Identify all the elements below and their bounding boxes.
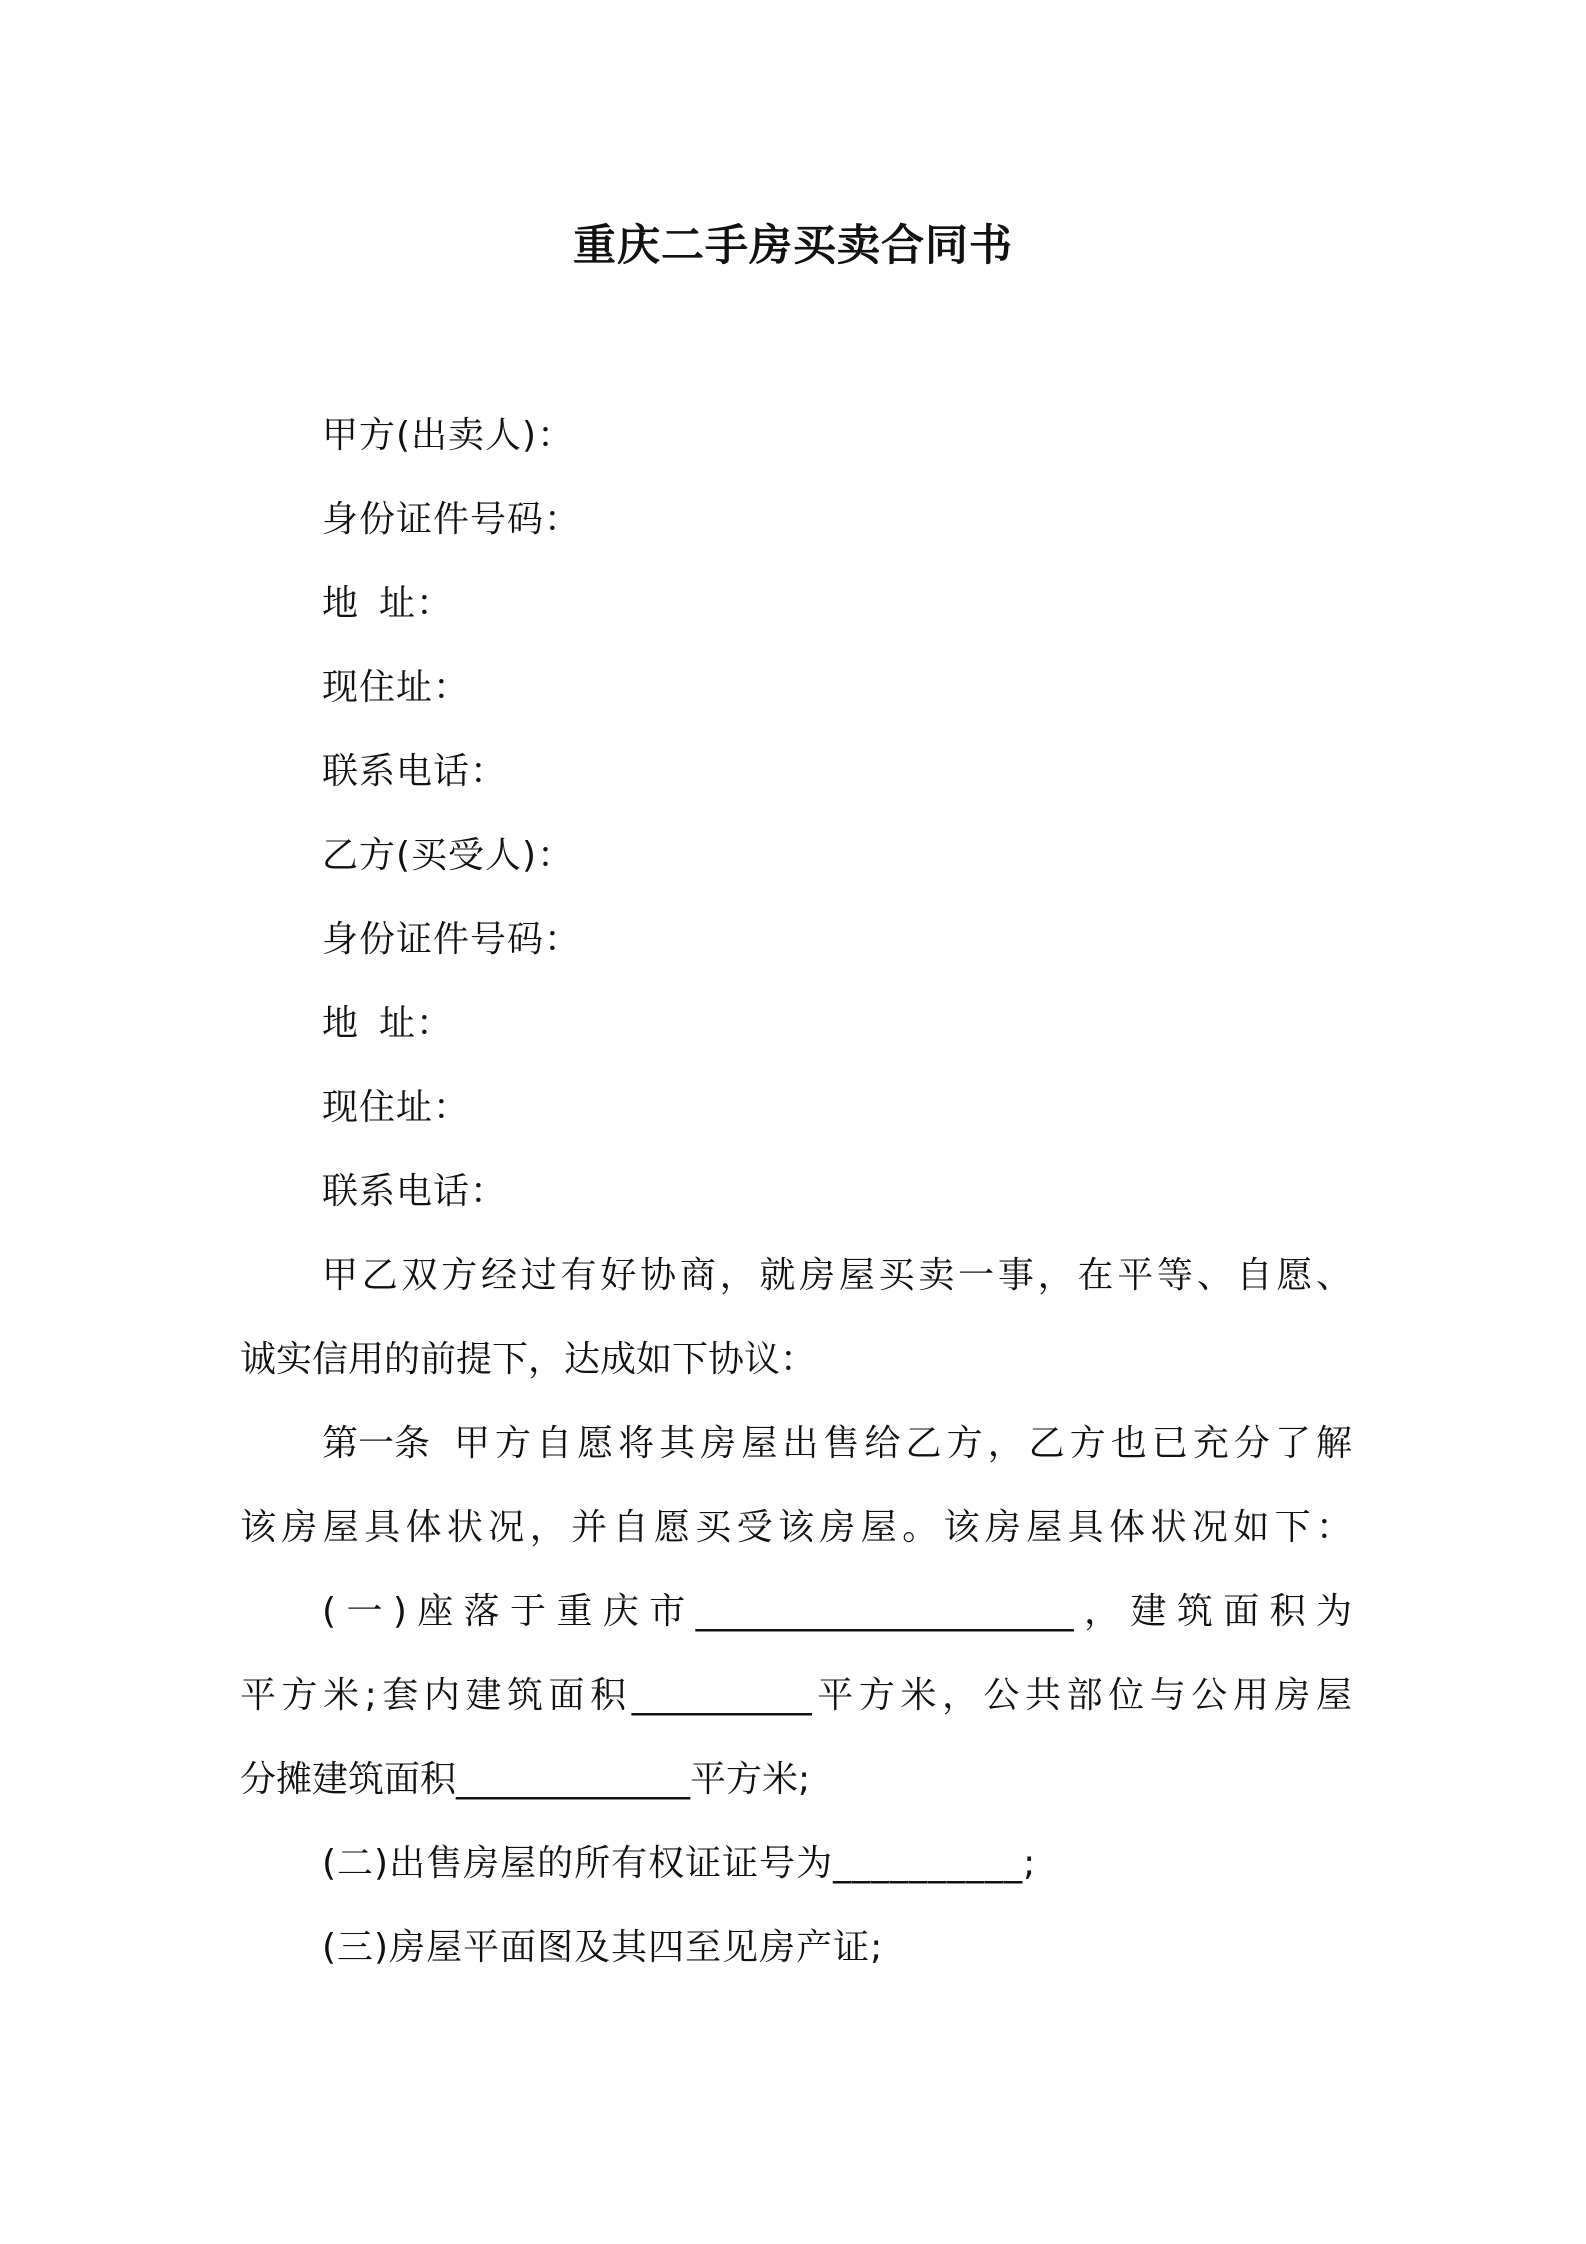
- item-1-line-1: (一)座落于重庆市_____________________，建筑面积为: [322, 1591, 1352, 1632]
- preamble-line-2: 诚实信用的前提下，达成如下协议：: [240, 1339, 817, 1380]
- party-b-current-address-label: 现住址：: [322, 1087, 471, 1128]
- party-a-address-label-part1: 地: [322, 583, 360, 624]
- party-b-label: 乙方(买受人)：: [322, 835, 575, 876]
- party-b-address-label: [322, 1000, 453, 1048]
- preamble-line-1: 甲乙双方经过有好协商，就房屋买卖一事，在平等、自愿、: [322, 1255, 1352, 1296]
- party-b-address-label-part1: 地: [322, 1003, 360, 1044]
- item-3: (三)房屋平面图及其四至见房产证;: [322, 1927, 884, 1968]
- party-a-id-label: 身份证件号码：: [322, 499, 582, 540]
- article-1-line-2: 该房屋具体状况，并自愿买受该房屋。该房屋具体状况如下：: [240, 1507, 1352, 1548]
- party-b-id-label: 身份证件号码：: [322, 919, 582, 960]
- party-a-current-address-label: 现住址：: [322, 667, 471, 708]
- party-a-phone-label: 联系电话：: [322, 751, 508, 792]
- document-title: 重庆二手房买卖合同书: [573, 221, 1013, 271]
- party-b-address-label-part2: 址：: [379, 1003, 454, 1044]
- article-1-text: 甲方自愿将其房屋出售给乙方，乙方也已充分了解: [454, 1423, 1352, 1464]
- item-1-line-3: 分摊建筑面积_____________平方米;: [240, 1759, 811, 1800]
- item-1-line-2: 平方米;套内建筑面积__________平方米，公共部位与公用房屋: [240, 1675, 1352, 1716]
- party-a-address-label: [322, 580, 453, 628]
- party-a-address-label-part2: 址：: [379, 583, 454, 624]
- party-b-phone-label: 联系电话：: [322, 1171, 508, 1212]
- party-a-label: 甲方(出卖人)：: [322, 415, 575, 456]
- item-2: (二)出售房屋的所有权证证号为__________;: [322, 1843, 1037, 1884]
- article-1-number: 第一条: [322, 1423, 431, 1464]
- article-1-line-1: [322, 1420, 1352, 1468]
